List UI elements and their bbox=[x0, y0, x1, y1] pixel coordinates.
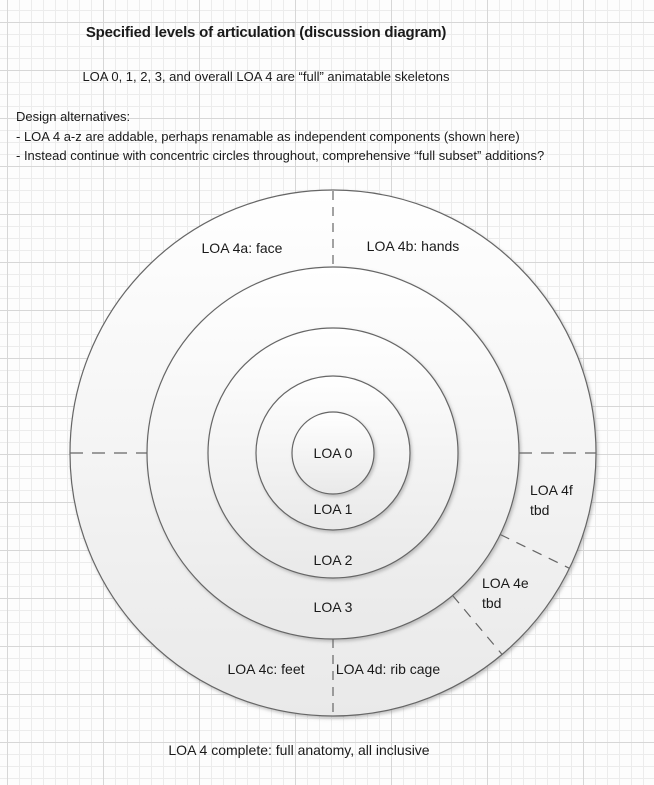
sector-label-loa4f-line2: tbd bbox=[530, 502, 550, 518]
design-alternative-item: - LOA 4 a-z are addable, perhaps renamable as independent components (shown here) bbox=[16, 128, 520, 144]
ring-label-loa3: LOA 3 bbox=[313, 599, 353, 615]
sector-label-loa4e-line2: tbd bbox=[482, 595, 502, 611]
sector-label-loa4b-hands: LOA 4b: hands bbox=[366, 238, 460, 254]
footer-caption: LOA 4 complete: full anatomy, all inclusive bbox=[168, 742, 430, 758]
design-alternatives-heading: Design alternatives: bbox=[16, 109, 131, 124]
sector-label-loa4c-feet: LOA 4c: feet bbox=[227, 661, 305, 677]
sector-label-loa4a-face: LOA 4a: face bbox=[201, 240, 283, 256]
page-title: Specified levels of articulation (discussion diagram) bbox=[85, 24, 447, 41]
ring-label-loa1: LOA 1 bbox=[313, 501, 353, 517]
design-alternative-item: - Instead continue with concentric circles throughout, comprehensive “full subset” additions? bbox=[16, 148, 545, 163]
ring-label-loa2: LOA 2 bbox=[313, 552, 353, 568]
ring-label-loa0: LOA 0 bbox=[313, 445, 353, 461]
sector-label-loa4e-tbd bbox=[482, 573, 529, 613]
page-subtitle: LOA 0, 1, 2, 3, and overall LOA 4 are “full” animatable skeletons bbox=[82, 69, 450, 84]
sector-label-loa4d-ribcage: LOA 4d: rib cage bbox=[335, 661, 441, 677]
sector-label-loa4f-tbd bbox=[530, 480, 573, 520]
sector-label-loa4f-line1: LOA 4f bbox=[530, 482, 573, 498]
sector-label-loa4e-line1: LOA 4e bbox=[482, 575, 529, 591]
